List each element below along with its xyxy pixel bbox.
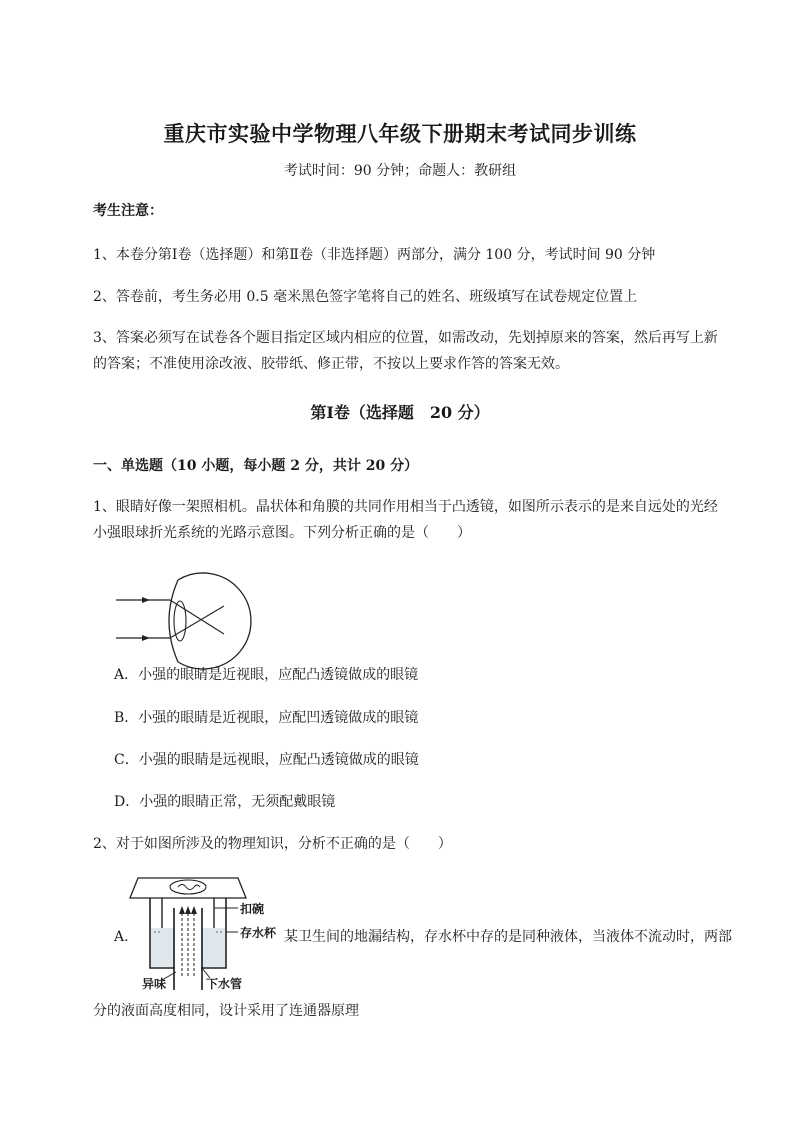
label-pipe: 下水管: [206, 977, 243, 990]
question-2-stem: 2、对于如图所涉及的物理知识，分析不正确的是（ ）: [93, 836, 452, 852]
section-title: 第Ⅰ卷（选择题 20 分）: [310, 403, 490, 422]
page-title: 重庆市实验中学物理八年级下册期末考试同步训练: [163, 121, 637, 146]
label-cover: 扣碗: [240, 902, 265, 916]
notice-item-3: 3、答案必须写在试卷各个题目指定区域内相应的位置，如需改动，先划掉原来的答案，然后再写上新: [93, 330, 718, 346]
question-2-option-a: 某卫生间的地漏结构，存水杯中存的是同种液体，当液体不流动时，两部: [284, 929, 732, 945]
question-2-option-a-cont: 分的液面高度相同，设计采用了连通器原理: [93, 1003, 359, 1019]
question-1-stem: 1、眼睛好像一架照相机。晶状体和角膜的共同作用相当于凸透镜，如图所示表示的是来自远处的光经: [93, 499, 718, 515]
notice-item-1: 1、本卷分第Ⅰ卷（选择题）和第Ⅱ卷（非选择题）两部分，满分 100 分，考试时间 90 分钟: [93, 247, 656, 263]
label-cup: 存水杯: [240, 926, 277, 940]
question-1-option-d: D．小强的眼睛正常，无须配戴眼镜: [114, 794, 336, 810]
question-1-option-a: A．小强的眼睛是近视眼，应配凸透镜做成的眼镜: [114, 667, 419, 683]
question-1-stem-cont: 小强眼球折光系统的光路示意图。下列分析正确的是（ ）: [93, 525, 471, 541]
exam-info: 考试时间：90 分钟；命题人：教研组: [283, 163, 517, 179]
eye-diagram: [112, 566, 277, 676]
question-1-option-b: B．小强的眼睛是近视眼，应配凹透镜做成的眼镜: [114, 710, 419, 726]
part-heading: 一、单选题（10 小题，每小题 2 分，共计 20 分）: [93, 458, 419, 474]
floor-drain-diagram: [126, 872, 296, 990]
label-odor: 异味: [142, 977, 167, 990]
notice-item-3-cont: 的答案；不准使用涂改液、胶带纸、修正带，不按以上要求作答的答案无效。: [93, 356, 569, 372]
notice-heading: 考生注意：: [93, 203, 163, 219]
question-1-option-c: C．小强的眼睛是远视眼，应配凸透镜做成的眼镜: [114, 752, 419, 768]
notice-item-2: 2、答卷前，考生务必用 0.5 毫米黑色签字笔将自己的姓名、班级填写在试卷规定位置上: [93, 289, 638, 305]
question-2-option-a-letter: A．: [114, 929, 139, 945]
